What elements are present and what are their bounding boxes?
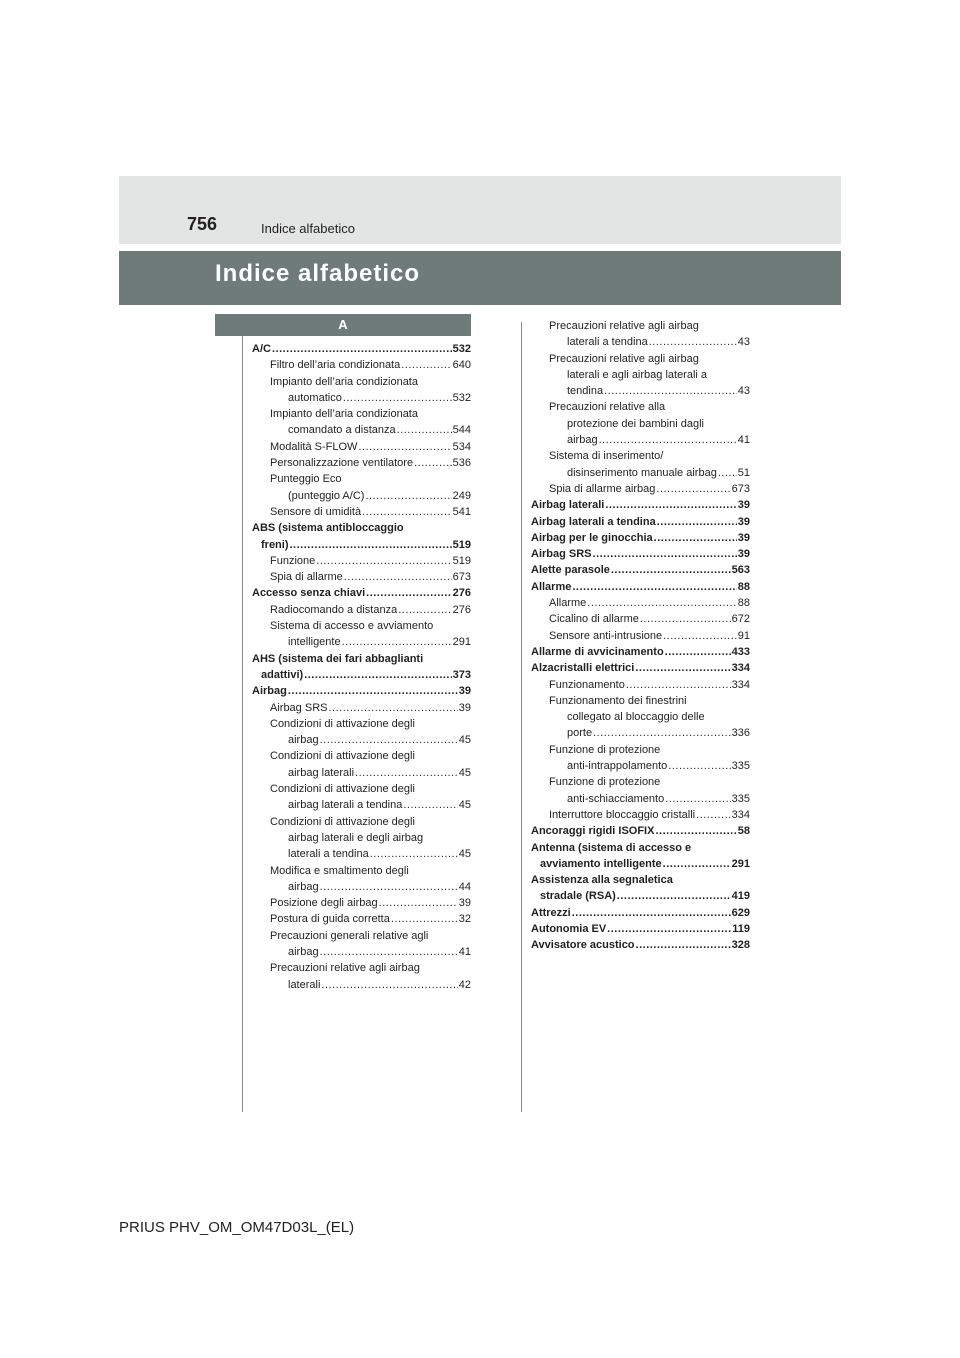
index-entry bbox=[252, 765, 471, 781]
index-entry-term: Autonomia EV bbox=[531, 922, 607, 935]
index-entry-term: airbag bbox=[288, 734, 319, 747]
index-entry-text: Condizioni di attivazione degli bbox=[270, 750, 415, 763]
leader-dots bbox=[587, 595, 736, 611]
index-entry-page: 39 bbox=[458, 685, 471, 698]
index-entry-term: tendina bbox=[567, 385, 604, 398]
index-entry bbox=[531, 465, 750, 481]
index-entry-page: 44 bbox=[458, 880, 471, 893]
index-entry-term: Interruttore bloccaggio cristalli bbox=[549, 808, 696, 821]
leader-dots bbox=[636, 937, 731, 953]
index-entry-page: 673 bbox=[452, 571, 471, 584]
index-entry bbox=[252, 504, 471, 520]
leader-dots bbox=[362, 504, 452, 520]
index-entry-term: intelligente bbox=[288, 636, 341, 649]
index-entry-page: 534 bbox=[452, 440, 471, 453]
index-entry bbox=[252, 585, 471, 601]
leader-dots bbox=[316, 553, 451, 569]
index-entry-term: automatico bbox=[288, 391, 342, 404]
index-entry-text: Punteggio Eco bbox=[270, 473, 342, 486]
index-entry-term: Postura di guida corretta bbox=[270, 913, 390, 926]
index-entry-term: airbag bbox=[288, 880, 319, 893]
index-entry bbox=[531, 888, 750, 904]
leader-dots bbox=[391, 911, 458, 927]
index-entry bbox=[531, 432, 750, 448]
index-entry-text: laterali e agli airbag laterali a bbox=[567, 368, 708, 381]
index-entry bbox=[531, 807, 750, 823]
leader-dots bbox=[654, 530, 737, 546]
leader-dots bbox=[366, 585, 452, 601]
leader-dots bbox=[572, 579, 736, 595]
leader-dots bbox=[344, 569, 452, 585]
index-entry-page: 334 bbox=[731, 662, 750, 675]
leader-dots bbox=[272, 341, 452, 357]
index-entry-text: AHS (sistema dei fari abbaglianti bbox=[252, 652, 424, 665]
index-entry-page: 39 bbox=[458, 897, 471, 910]
leader-dots bbox=[342, 634, 452, 650]
index-entry-page: 336 bbox=[731, 727, 750, 740]
index-entry bbox=[252, 602, 471, 618]
index-entry-text: Precauzioni relative agli airbag bbox=[549, 320, 699, 332]
leader-dots bbox=[663, 856, 731, 872]
index-entry bbox=[531, 546, 750, 562]
index-entry-term: Alzacristalli elettrici bbox=[531, 662, 635, 675]
index-entry bbox=[252, 553, 471, 569]
index-entry-term: laterali a tendina bbox=[567, 336, 648, 349]
index-entry-term: Spia di allarme bbox=[270, 571, 343, 584]
index-entry-term: airbag laterali bbox=[288, 766, 355, 779]
index-entry-text: Sistema di accesso e avviamento bbox=[270, 620, 434, 633]
index-entry bbox=[531, 677, 750, 693]
index-entry bbox=[252, 895, 471, 911]
leader-dots bbox=[290, 537, 452, 553]
index-entry-term: Posizione degli airbag bbox=[270, 897, 378, 910]
index-entry-text: Condizioni di attivazione degli bbox=[270, 815, 415, 828]
index-entry bbox=[531, 791, 750, 807]
index-entry bbox=[531, 530, 750, 546]
index-entry-term: Filtro dell’aria condizionata bbox=[270, 359, 401, 372]
index-entry-term: Cicalino di allarme bbox=[549, 613, 639, 626]
index-entry bbox=[531, 595, 750, 611]
index-entry-term: Modalità S-FLOW bbox=[270, 440, 358, 453]
leader-dots bbox=[370, 846, 458, 862]
leader-dots bbox=[626, 677, 731, 693]
leader-dots bbox=[398, 602, 451, 618]
index-entry-text: airbag laterali e degli airbag bbox=[288, 831, 424, 844]
index-entry-page: 640 bbox=[452, 359, 471, 372]
index-entry-text: Sistema di inserimento/ bbox=[549, 450, 664, 463]
index-entry-page: 328 bbox=[731, 939, 750, 952]
index-entry bbox=[252, 537, 471, 553]
leader-dots bbox=[656, 481, 730, 497]
leader-dots bbox=[635, 660, 730, 676]
leader-dots bbox=[599, 432, 737, 448]
column-divider-left bbox=[242, 322, 243, 1112]
index-entry bbox=[531, 823, 750, 839]
index-entry-term: anti-schiacciamento bbox=[567, 792, 665, 805]
index-entry bbox=[531, 628, 750, 644]
index-entry bbox=[531, 497, 750, 513]
index-entry-page: 334 bbox=[731, 678, 750, 691]
index-column-right bbox=[531, 318, 750, 954]
index-entry-page: 88 bbox=[737, 580, 750, 593]
index-entry-page: 51 bbox=[737, 466, 750, 479]
index-entry-page: 519 bbox=[452, 538, 471, 551]
index-entry bbox=[252, 797, 471, 813]
index-entry bbox=[252, 911, 471, 927]
leader-dots bbox=[668, 758, 730, 774]
index-entry bbox=[531, 644, 750, 660]
index-entry-text: Impianto dell’aria condizionata bbox=[270, 375, 418, 388]
header-band bbox=[119, 176, 841, 244]
leader-dots bbox=[397, 422, 452, 438]
index-entry bbox=[252, 422, 471, 438]
index-entry-page: 519 bbox=[452, 554, 471, 567]
index-entry-term: (punteggio A/C) bbox=[288, 489, 365, 502]
index-entry-term: adattivi) bbox=[261, 668, 304, 681]
leader-dots bbox=[343, 390, 452, 406]
index-entry-term: airbag laterali a tendina bbox=[288, 799, 403, 812]
leader-dots bbox=[320, 879, 458, 895]
index-entry-term: disinserimento manuale airbag bbox=[567, 466, 717, 479]
index-entry-term: Airbag laterali bbox=[531, 499, 605, 512]
index-entry-text: Precauzioni relative alla bbox=[549, 401, 666, 414]
index-entry bbox=[531, 514, 750, 530]
index-entry-term: laterali bbox=[288, 978, 321, 991]
index-entry bbox=[252, 390, 471, 406]
index-entry bbox=[531, 481, 750, 497]
index-entry-page: 563 bbox=[731, 564, 750, 577]
index-entry bbox=[531, 383, 750, 399]
index-entry-text: collegato al bloccaggio delle bbox=[567, 711, 705, 724]
leader-dots bbox=[611, 562, 731, 578]
leader-dots bbox=[640, 611, 731, 627]
index-entry-page: 32 bbox=[458, 913, 471, 926]
index-entry-text: protezione dei bambini dagli bbox=[567, 417, 704, 430]
index-entry-page: 39 bbox=[737, 531, 750, 544]
index-entry bbox=[252, 879, 471, 895]
index-entry-page: 373 bbox=[452, 668, 471, 681]
index-entry-page: 39 bbox=[737, 515, 750, 528]
index-entry bbox=[531, 660, 750, 676]
index-entry-page: 39 bbox=[737, 548, 750, 561]
index-entry-page: 45 bbox=[458, 799, 471, 812]
index-entry-page: 536 bbox=[452, 457, 471, 470]
index-entry-page: 544 bbox=[452, 424, 471, 437]
index-entry-term: Attrezzi bbox=[531, 906, 571, 919]
index-entry-page: 673 bbox=[731, 482, 750, 495]
index-entry-page: 41 bbox=[458, 945, 471, 958]
index-entry bbox=[252, 977, 471, 993]
index-entry-text: Precauzioni relative agli airbag bbox=[549, 352, 699, 365]
index-entry-page: 43 bbox=[737, 336, 750, 349]
index-entry-text: Assistenza alla segnaletica bbox=[531, 874, 673, 887]
index-entry-page: 41 bbox=[737, 434, 750, 447]
index-entry-text: Precauzioni generali relative agli bbox=[270, 929, 429, 942]
index-column-left bbox=[252, 341, 471, 993]
index-entry bbox=[252, 357, 471, 373]
leader-dots bbox=[593, 546, 737, 562]
index-entry-page: 291 bbox=[731, 857, 750, 870]
index-entry-term: Alette parasole bbox=[531, 564, 610, 577]
index-entry-term: A/C bbox=[252, 343, 271, 355]
index-entry-term: Allarme bbox=[531, 580, 572, 593]
index-entry-page: 58 bbox=[737, 825, 750, 838]
index-entry bbox=[531, 905, 750, 921]
leader-dots bbox=[617, 888, 731, 904]
index-entry-page: 335 bbox=[731, 760, 750, 773]
index-entry-term: airbag bbox=[567, 434, 598, 447]
leader-dots bbox=[572, 905, 731, 921]
index-entry-term: Sensore anti-intrusione bbox=[549, 629, 663, 642]
index-entry bbox=[531, 937, 750, 953]
index-entry-page: 276 bbox=[452, 603, 471, 616]
index-entry-page: 45 bbox=[458, 734, 471, 747]
index-entry-page: 39 bbox=[737, 499, 750, 512]
index-entry-term: avviamento intelligente bbox=[540, 857, 662, 870]
index-entry bbox=[252, 455, 471, 471]
index-entry-term: Spia di allarme airbag bbox=[549, 482, 656, 495]
index-entry-page: 334 bbox=[731, 808, 750, 821]
index-entry bbox=[252, 569, 471, 585]
index-entry-text: Modifica e smaltimento degli bbox=[270, 864, 409, 877]
index-entry-text: Funzione di protezione bbox=[549, 776, 661, 789]
index-entry bbox=[252, 634, 471, 650]
index-entry-page: 45 bbox=[458, 848, 471, 861]
leader-dots bbox=[328, 700, 457, 716]
index-entry bbox=[252, 341, 471, 357]
leader-dots bbox=[657, 514, 737, 530]
index-entry-page: 91 bbox=[737, 629, 750, 642]
index-entry bbox=[531, 758, 750, 774]
index-entry-term: stradale (RSA) bbox=[540, 890, 616, 903]
leader-dots bbox=[403, 797, 457, 813]
document-code-footer: PRIUS PHV_OM_OM47D03L_(EL) bbox=[119, 1219, 355, 1236]
index-entry bbox=[252, 700, 471, 716]
index-entry bbox=[252, 846, 471, 862]
leader-dots bbox=[304, 667, 451, 683]
index-entry-text: Funzione di protezione bbox=[549, 743, 661, 756]
index-entry bbox=[252, 488, 471, 504]
index-entry-page: 433 bbox=[731, 645, 750, 658]
section-letter-header: A bbox=[215, 314, 471, 336]
index-entry-text: ABS (sistema antibloccaggio bbox=[252, 522, 404, 535]
index-entry-page: 629 bbox=[731, 906, 750, 919]
index-entry-term: porte bbox=[567, 727, 593, 740]
index-entry-page: 42 bbox=[458, 978, 471, 991]
index-entry-text: Condizioni di attivazione degli bbox=[270, 783, 415, 796]
index-entry-text: Condizioni di attivazione degli bbox=[270, 717, 415, 730]
column-divider-middle bbox=[521, 322, 522, 1112]
index-entry-page: 119 bbox=[732, 922, 750, 935]
page-title: Indice alfabetico bbox=[215, 260, 421, 287]
leader-dots bbox=[665, 791, 730, 807]
index-entry-page: 291 bbox=[452, 636, 471, 649]
page-number: 756 bbox=[187, 214, 218, 234]
index-entry bbox=[252, 667, 471, 683]
index-entry bbox=[252, 683, 471, 699]
index-entry-term: Airbag SRS bbox=[270, 701, 328, 714]
leader-dots bbox=[649, 334, 737, 350]
index-entry-term: comandato a distanza bbox=[288, 424, 396, 437]
index-entry-text: Impianto dell’aria condizionata bbox=[270, 408, 418, 421]
leader-dots bbox=[365, 488, 451, 504]
leader-dots bbox=[379, 895, 458, 911]
leader-dots bbox=[607, 921, 731, 937]
leader-dots bbox=[358, 439, 451, 455]
index-entry-term: Avvisatore acustico bbox=[531, 939, 635, 952]
leader-dots bbox=[320, 944, 458, 960]
leader-dots bbox=[696, 807, 731, 823]
index-entry bbox=[252, 944, 471, 960]
index-entry-term: Accesso senza chiavi bbox=[252, 587, 366, 600]
index-entry-page: 43 bbox=[737, 385, 750, 398]
index-entry-term: Radiocomando a distanza bbox=[270, 603, 398, 616]
leader-dots bbox=[665, 644, 731, 660]
index-entry-term: Funzione bbox=[270, 554, 316, 567]
index-entry-page: 672 bbox=[731, 613, 750, 626]
leader-dots bbox=[288, 683, 458, 699]
index-entry-term: laterali a tendina bbox=[288, 848, 369, 861]
index-entry-term: airbag bbox=[288, 945, 319, 958]
leader-dots bbox=[655, 823, 736, 839]
index-entry-term: Airbag per le ginocchia bbox=[531, 531, 653, 544]
index-entry-page: 45 bbox=[458, 766, 471, 779]
index-entry-term: Personalizzazione ventilatore bbox=[270, 457, 414, 470]
index-entry bbox=[252, 732, 471, 748]
index-entry-term: freni) bbox=[261, 538, 289, 551]
running-title: Indice alfabetico bbox=[261, 221, 355, 236]
index-entry-page: 532 bbox=[452, 343, 471, 355]
index-entry-term: Funzionamento bbox=[549, 678, 625, 691]
index-entry-term: Airbag SRS bbox=[531, 548, 592, 561]
index-entry bbox=[531, 611, 750, 627]
leader-dots bbox=[593, 725, 731, 741]
leader-dots bbox=[320, 732, 458, 748]
index-entry bbox=[531, 562, 750, 578]
index-entry-page: 39 bbox=[458, 701, 471, 714]
index-entry-text: Precauzioni relative agli airbag bbox=[270, 962, 420, 975]
leader-dots bbox=[355, 765, 458, 781]
index-entry-term: Allarme di avvicinamento bbox=[531, 645, 664, 658]
leader-dots bbox=[718, 465, 737, 481]
index-entry-term: Ancoraggi rigidi ISOFIX bbox=[531, 825, 655, 838]
index-entry bbox=[531, 856, 750, 872]
index-entry-term: anti-intrappolamento bbox=[567, 760, 668, 773]
leader-dots bbox=[401, 357, 451, 373]
index-entry-page: 419 bbox=[731, 890, 750, 903]
index-entry-page: 88 bbox=[737, 597, 750, 610]
index-entry-text: Funzionamento dei finestrini bbox=[549, 694, 687, 707]
leader-dots bbox=[605, 497, 736, 513]
index-entry-page: 532 bbox=[452, 391, 471, 404]
index-entry-text: Antenna (sistema di accesso e bbox=[531, 841, 692, 854]
index-entry-term: Airbag laterali a tendina bbox=[531, 515, 656, 528]
index-entry bbox=[531, 579, 750, 595]
index-entry bbox=[531, 725, 750, 741]
index-entry bbox=[531, 334, 750, 350]
index-entry-term: Allarme bbox=[549, 597, 587, 610]
index-entry-page: 249 bbox=[452, 489, 471, 502]
index-entry-page: 541 bbox=[452, 505, 471, 518]
index-entry-term: Sensore di umidità bbox=[270, 505, 362, 518]
index-entry-term: Airbag bbox=[252, 685, 287, 698]
index-entry-page: 335 bbox=[731, 792, 750, 805]
leader-dots bbox=[414, 455, 452, 471]
index-entry bbox=[531, 921, 750, 937]
leader-dots bbox=[604, 383, 737, 399]
leader-dots bbox=[663, 628, 737, 644]
index-entry bbox=[252, 439, 471, 455]
leader-dots bbox=[321, 977, 457, 993]
index-entry-page: 276 bbox=[452, 587, 471, 600]
